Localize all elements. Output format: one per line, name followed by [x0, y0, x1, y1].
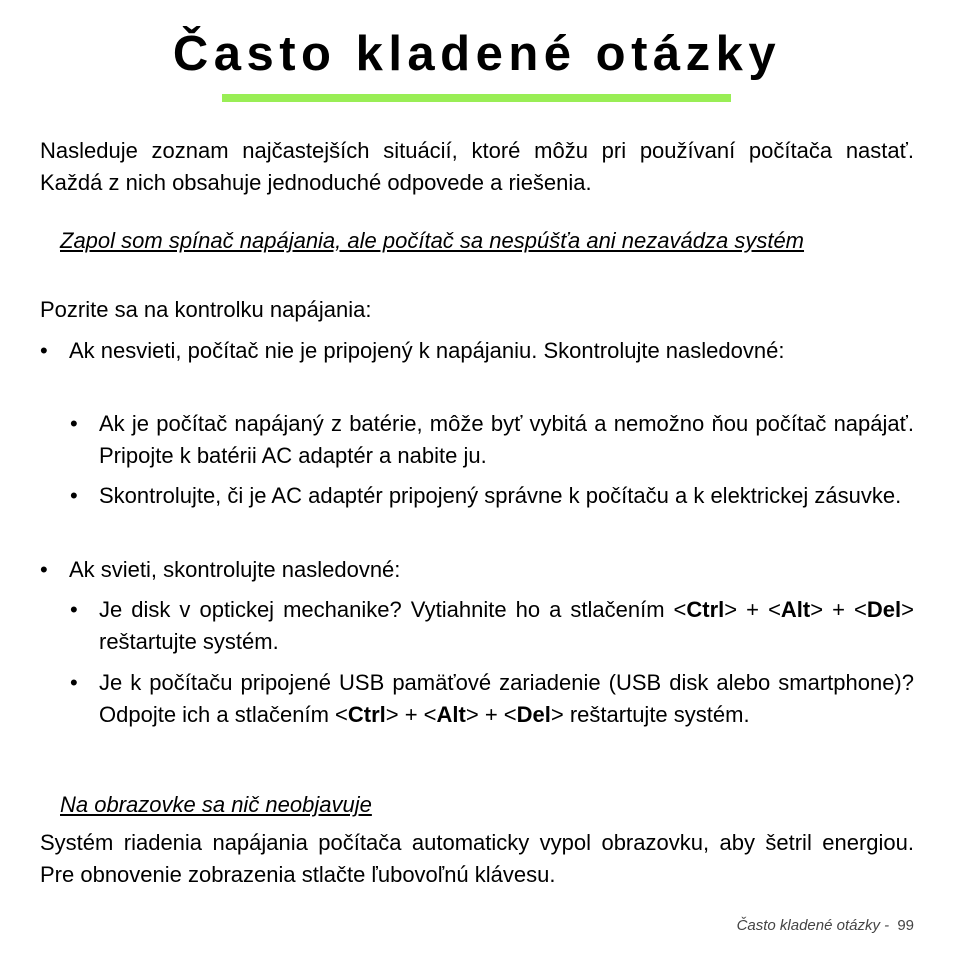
list-item-text: Je k počítaču pripojené USB pamäťové zariadenie (USB disk alebo smartphone)? Odpojte ich a stlačením <Ctrl> + <Alt> + <Del> reštartujte systém. — [99, 670, 914, 727]
page-footer — [737, 917, 914, 934]
bullet-icon: • — [40, 557, 48, 582]
list-item-text: Je disk v optickej mechanike? Vytiahnite ho a stlačením <Ctrl> + <Alt> + <Del> reštartujte systém. — [99, 597, 914, 654]
section-heading-display: Na obrazovke sa nič neobjavuje — [60, 792, 372, 817]
power-lead-text: Pozrite sa na kontrolku napájania: — [40, 297, 372, 322]
page-title: Často kladené otázky — [172, 27, 782, 81]
display-paragraph: Systém riadenia napájania počítača automaticky vypol obrazovku, aby šetril energiou. Pre obnovenie zobrazenia stlačte ľubovoľnú klávesu. — [40, 830, 914, 887]
list-item — [40, 554, 914, 586]
footer-label: Často kladené otázky - — [736, 917, 890, 934]
list-item — [70, 480, 914, 512]
list-item — [40, 335, 914, 367]
key-ctrl: Ctrl — [347, 702, 386, 727]
bullet-icon: • — [40, 338, 48, 363]
list-item-text: Ak je počítač napájaný z batérie, môže byť vybitá a nemožno ňou počítač napájať. Pripojte k batérii AC adaptér a nabite ju. — [99, 411, 914, 468]
intro-paragraph: Nasleduje zoznam najčastejších situácií, ktoré môžu pri používaní počítača nastať. Každá z nich obsahuje jednoduché odpovede a riešenia. — [40, 138, 914, 195]
list-item-text: Ak nesvieti, počítač nie je pripojený k napájaniu. Skontrolujte nasledovné: — [69, 338, 785, 363]
key-ctrl: Ctrl — [686, 597, 725, 622]
key-del: Del — [866, 597, 902, 622]
list-item — [70, 667, 914, 731]
bullet-icon: • — [70, 670, 78, 695]
key-alt: Alt — [780, 597, 811, 622]
bullet-icon: • — [70, 411, 78, 436]
bullet-icon: • — [70, 483, 78, 508]
list-item — [70, 594, 914, 658]
key-del: Del — [516, 702, 551, 727]
list-item-text: Skontrolujte, či je AC adaptér pripojený správne k počítaču a k elektrickej zásuvke. — [99, 483, 902, 508]
list-item-text: Ak svieti, skontrolujte nasledovné: — [69, 557, 401, 582]
page-number: 99 — [897, 917, 914, 934]
list-item — [70, 408, 914, 472]
key-alt: Alt — [436, 702, 466, 727]
section-heading-power: Zapol som spínač napájania, ale počítač sa nespúšťa ani nezavádza systém — [60, 228, 805, 253]
title-underline — [222, 94, 731, 102]
bullet-icon: • — [70, 597, 78, 622]
